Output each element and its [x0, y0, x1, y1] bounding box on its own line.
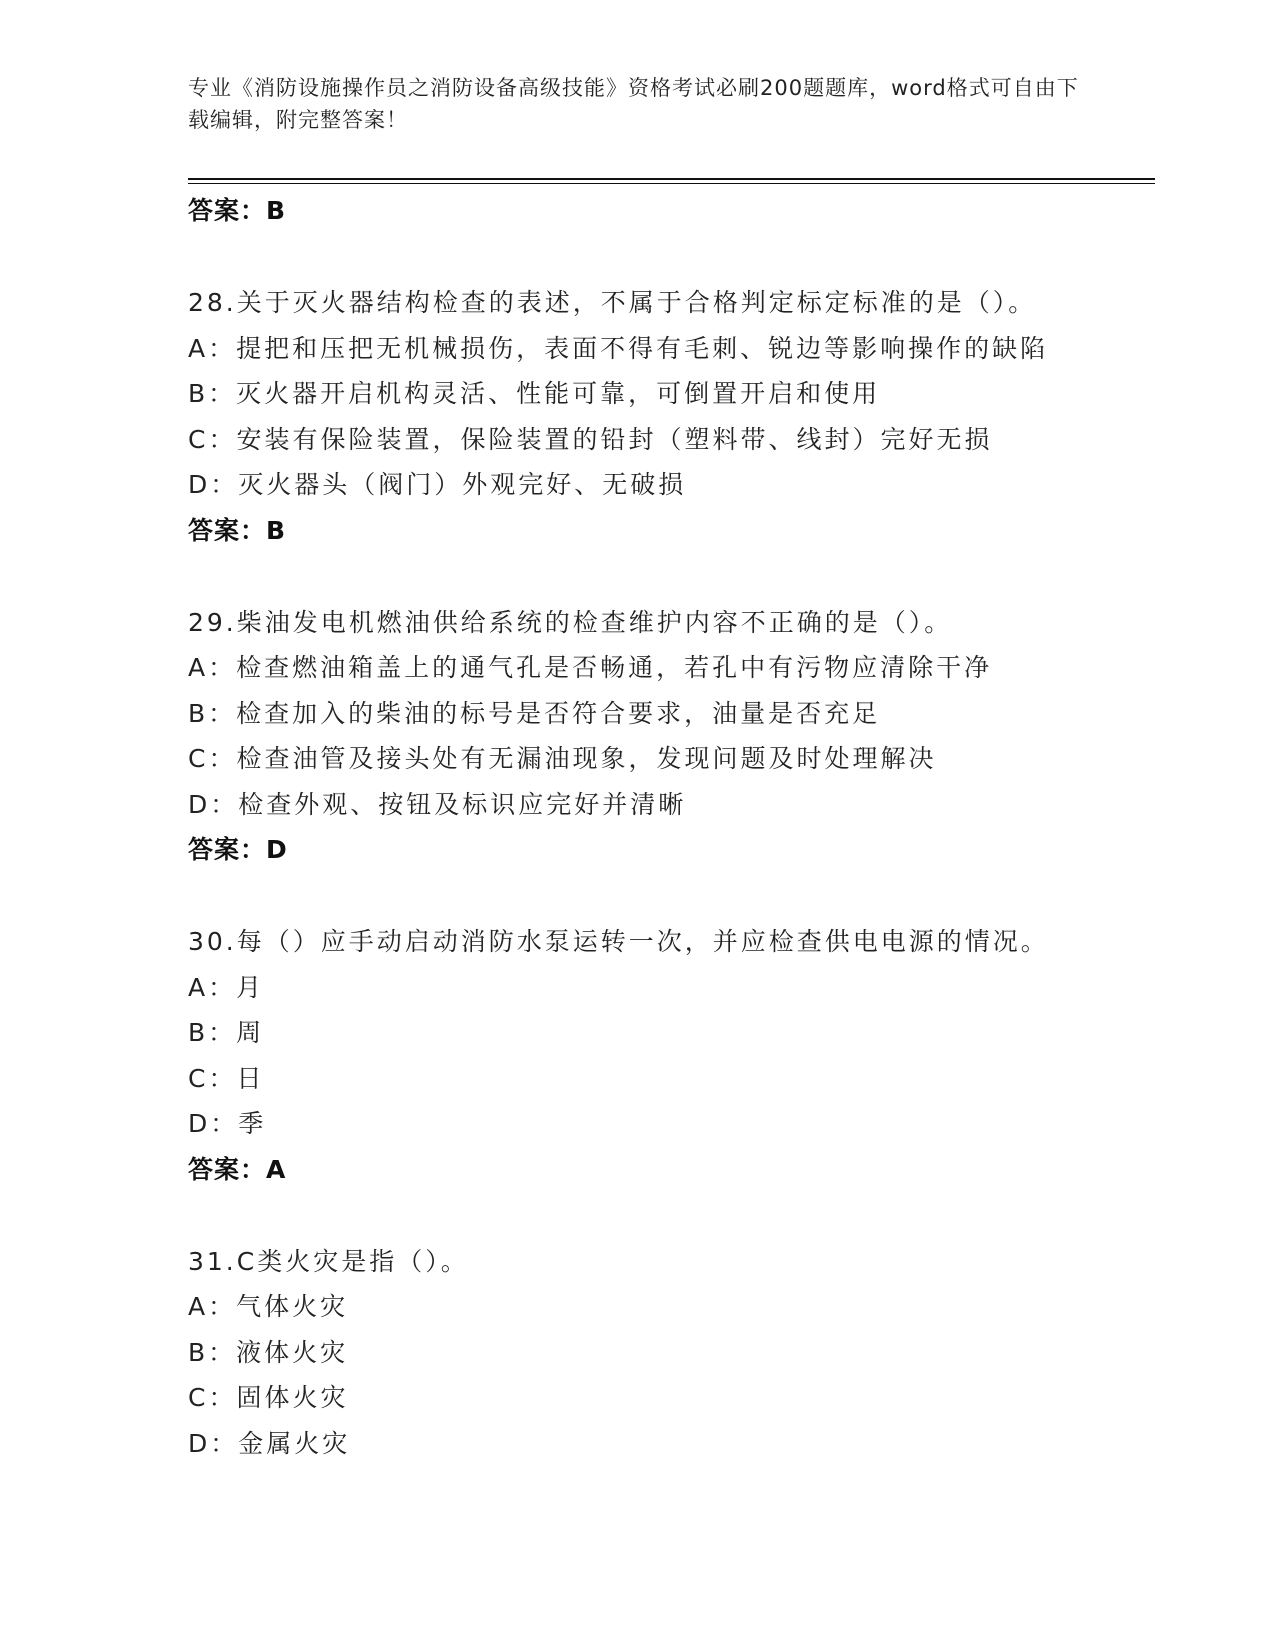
- option-a: A：气体火灾: [188, 1292, 349, 1321]
- header-divider-thin: [188, 183, 1155, 184]
- option-b: B：液体火灾: [188, 1337, 349, 1367]
- header-divider-thick: [188, 178, 1155, 180]
- question-stem: 31.C类火灾是指（）。: [188, 1246, 469, 1276]
- option-b: B：灭火器开启机构灵活、性能可靠，可倒置开启和使用: [188, 379, 881, 408]
- answer-line: 答案：B: [188, 196, 287, 225]
- option-c: C：固体火灾: [188, 1383, 349, 1412]
- option-a: A：提把和压把无机械损伤，表面不得有毛刺、锐边等影响操作的缺陷: [188, 333, 1049, 363]
- option-c: C：日: [188, 1063, 265, 1093]
- answer-line: 答案：B: [188, 515, 287, 545]
- question-item: [188, 1239, 1148, 1467]
- answer-line: 答案：D: [188, 835, 288, 864]
- question-stem: 30.每（）应手动启动消防水泵运转一次，并应检查供电电源的情况。: [188, 927, 1049, 956]
- answer-line: 答案：A: [188, 1154, 287, 1184]
- option-d: D：季: [188, 1109, 267, 1138]
- option-d: D：金属火灾: [188, 1428, 351, 1458]
- question-list: [188, 188, 1148, 1466]
- question-item: [188, 280, 1148, 554]
- option-b: B：检查加入的柴油的标号是否符合要求，油量是否充足: [188, 698, 881, 728]
- question-stem: 28.关于灭火器结构检查的表述，不属于合格判定标定标准的是（）。: [188, 288, 1037, 317]
- option-a: A：检查燃油箱盖上的通气孔是否畅通，若孔中有污物应清除干净: [188, 653, 993, 682]
- question-stem: 29.柴油发电机燃油供给系统的检查维护内容不正确的是（）。: [188, 607, 953, 637]
- option-d: D：灭火器头（阀门）外观完好、无破损: [188, 470, 687, 499]
- option-b: B：周: [188, 1018, 265, 1047]
- option-d: D：检查外观、按钮及标识应完好并清晰: [188, 789, 687, 819]
- question-item: [188, 600, 1148, 874]
- option-a: A：月: [188, 972, 265, 1002]
- option-c: C：检查油管及接头处有无漏油现象，发现问题及时处理解决: [188, 744, 937, 773]
- question-item: [188, 919, 1148, 1193]
- option-c: C：安装有保险装置，保险装置的铅封（塑料带、线封）完好无损: [188, 424, 993, 454]
- document-header: 专业《消防设施操作员之消防设备高级技能》资格考试必刷200题题库，word格式可自由下载编辑，附完整答案！: [188, 76, 1079, 132]
